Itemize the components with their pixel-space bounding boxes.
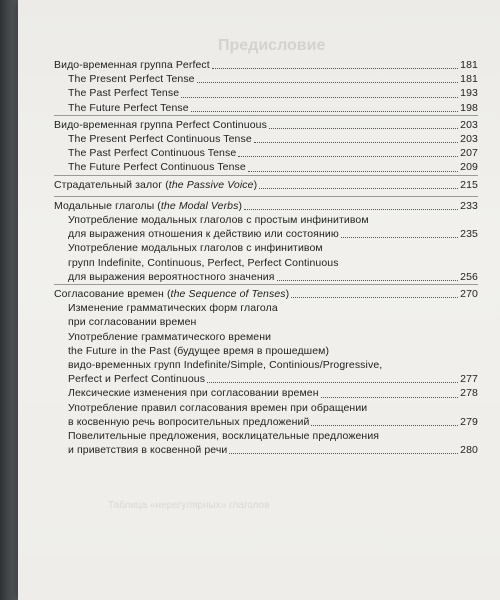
table-of-contents (54, 56, 478, 457)
toc-entry-text: в косвенную речь вопросительных предложений (68, 415, 310, 428)
toc-subentry-line (54, 315, 478, 329)
toc-entry-text: групп Indefinite, Continuous, Perfect, Perfect Continuous (68, 256, 339, 269)
toc-subentry-line (54, 301, 478, 315)
toc-entry-title: The Present Perfect Tense (68, 73, 195, 86)
toc-entry (54, 178, 478, 192)
toc-subentry-line (54, 358, 478, 372)
toc-page-number: 215 (460, 178, 478, 191)
toc-section-modal-verbs (54, 196, 478, 284)
book-page (18, 0, 500, 600)
toc-entry-title: The Past Perfect Tense (68, 87, 180, 100)
toc-section-sequence-of-tenses (54, 284, 478, 457)
toc-page-number: 278 (460, 387, 478, 400)
toc-page-number: 209 (460, 161, 478, 174)
toc-subentry-line (54, 401, 478, 415)
leader-dots (181, 97, 458, 98)
toc-subentry (54, 132, 478, 146)
toc-entry-text: Perfect и Perfect Continuous (68, 373, 206, 386)
leader-dots (254, 142, 458, 143)
toc-section-perfect-continuous (54, 115, 478, 175)
leader-dots (229, 453, 458, 454)
toc-entry-title: The Future Perfect Continuous Tense (68, 161, 246, 174)
toc-entry-text: при согласовании времен (68, 316, 197, 329)
toc-page-number: 279 (460, 415, 478, 428)
toc-subentry (54, 372, 478, 386)
toc-subentry (54, 146, 478, 160)
toc-section-passive-voice (54, 175, 478, 196)
toc-entry-title: The Future Perfect Tense (68, 101, 189, 114)
toc-entry-text: и приветствия в косвенной речи (68, 444, 228, 457)
bleed-through-title: Предисловие (218, 37, 326, 54)
toc-page-number: 193 (460, 87, 478, 100)
toc-entry-title: Видо-временная группа Perfect Continuous (54, 118, 267, 131)
leader-dots (212, 68, 458, 69)
toc-entry-text: Изменение грамматических форм глагола (68, 302, 278, 315)
toc-entry-text: Употребление правил согласования времен при обращении (68, 401, 368, 414)
leader-dots (259, 188, 458, 189)
toc-page-number: 181 (460, 73, 478, 86)
toc-page-number: 270 (460, 288, 478, 301)
leader-dots (311, 425, 458, 426)
toc-subentry (54, 386, 478, 400)
toc-subentry (54, 101, 478, 115)
toc-entry (54, 58, 478, 72)
toc-entry-title: Согласование времен (the Sequence of Tenses) (54, 288, 290, 301)
leader-dots (207, 382, 458, 383)
toc-entry-title: Видо-временная группа Perfect (54, 59, 210, 71)
leader-dots (248, 171, 458, 172)
leader-dots (191, 111, 458, 112)
toc-subentry-line (54, 330, 478, 344)
toc-entry-text: the Future in the Past (будущее время в прошедшем) (68, 344, 330, 357)
toc-entry (54, 199, 478, 213)
leader-dots (341, 237, 458, 238)
toc-subentry (54, 415, 478, 429)
toc-page-number: 277 (460, 373, 478, 386)
toc-subentry-line (54, 213, 478, 227)
leader-dots (321, 397, 459, 398)
toc-subentry (54, 160, 478, 174)
leader-dots (197, 82, 459, 83)
toc-entry-title: Модальные глаголы (the Modal Verbs) (54, 199, 243, 212)
toc-page-number: 207 (460, 147, 478, 160)
toc-entry (54, 118, 478, 132)
toc-subentry (54, 86, 478, 100)
toc-subentry (54, 270, 478, 284)
toc-entry-text: Употребление модальных глаголов с простым инфинитивом (68, 214, 369, 227)
toc-entry-title: The Present Perfect Continuous Tense (68, 133, 252, 146)
toc-entry-text: Употребление грамматического времени (68, 330, 272, 343)
toc-page-number: 198 (460, 101, 478, 114)
toc-subentry (54, 72, 478, 86)
toc-page-number: 203 (460, 133, 478, 146)
toc-entry-text: для выражения вероятностного значения (68, 270, 275, 283)
toc-entry-text: Лексические изменения при согласовании времен (68, 387, 319, 400)
toc-entry-text: Употребление модальных глаголов с инфинитивом (68, 242, 323, 255)
toc-page-number: 256 (460, 270, 478, 283)
leader-dots (277, 280, 459, 281)
bleed-through-footer: Таблица «нерегулярных» глаголов (108, 500, 270, 511)
leader-dots (244, 209, 458, 210)
toc-entry (54, 287, 478, 301)
toc-subentry-line (54, 344, 478, 358)
toc-entry-title: The Past Perfect Continuous Tense (68, 147, 237, 160)
toc-entry-text: для выражения отношения к действию или состоянию (68, 228, 339, 241)
toc-subentry-line (54, 429, 478, 443)
toc-section-perfect (54, 56, 478, 115)
toc-entry-title: Страдательный залог (the Passive Voice) (54, 178, 258, 191)
toc-subentry (54, 227, 478, 241)
toc-page-number: 280 (460, 444, 478, 457)
leader-dots (238, 156, 458, 157)
toc-entry-text: видо-временных групп Indefinite/Simple, Continious/Progressive, (68, 359, 383, 372)
toc-subentry-line (54, 256, 478, 270)
leader-dots (291, 297, 458, 298)
toc-subentry-line (54, 241, 478, 255)
toc-page-number: 181 (460, 59, 478, 71)
toc-page-number: 233 (460, 199, 478, 212)
toc-page-number: 235 (460, 228, 478, 241)
toc-entry-text: Повелительные предложения, восклицательные предложения (68, 430, 380, 443)
leader-dots (269, 128, 458, 129)
toc-subentry (54, 443, 478, 457)
toc-page-number: 203 (460, 118, 478, 131)
